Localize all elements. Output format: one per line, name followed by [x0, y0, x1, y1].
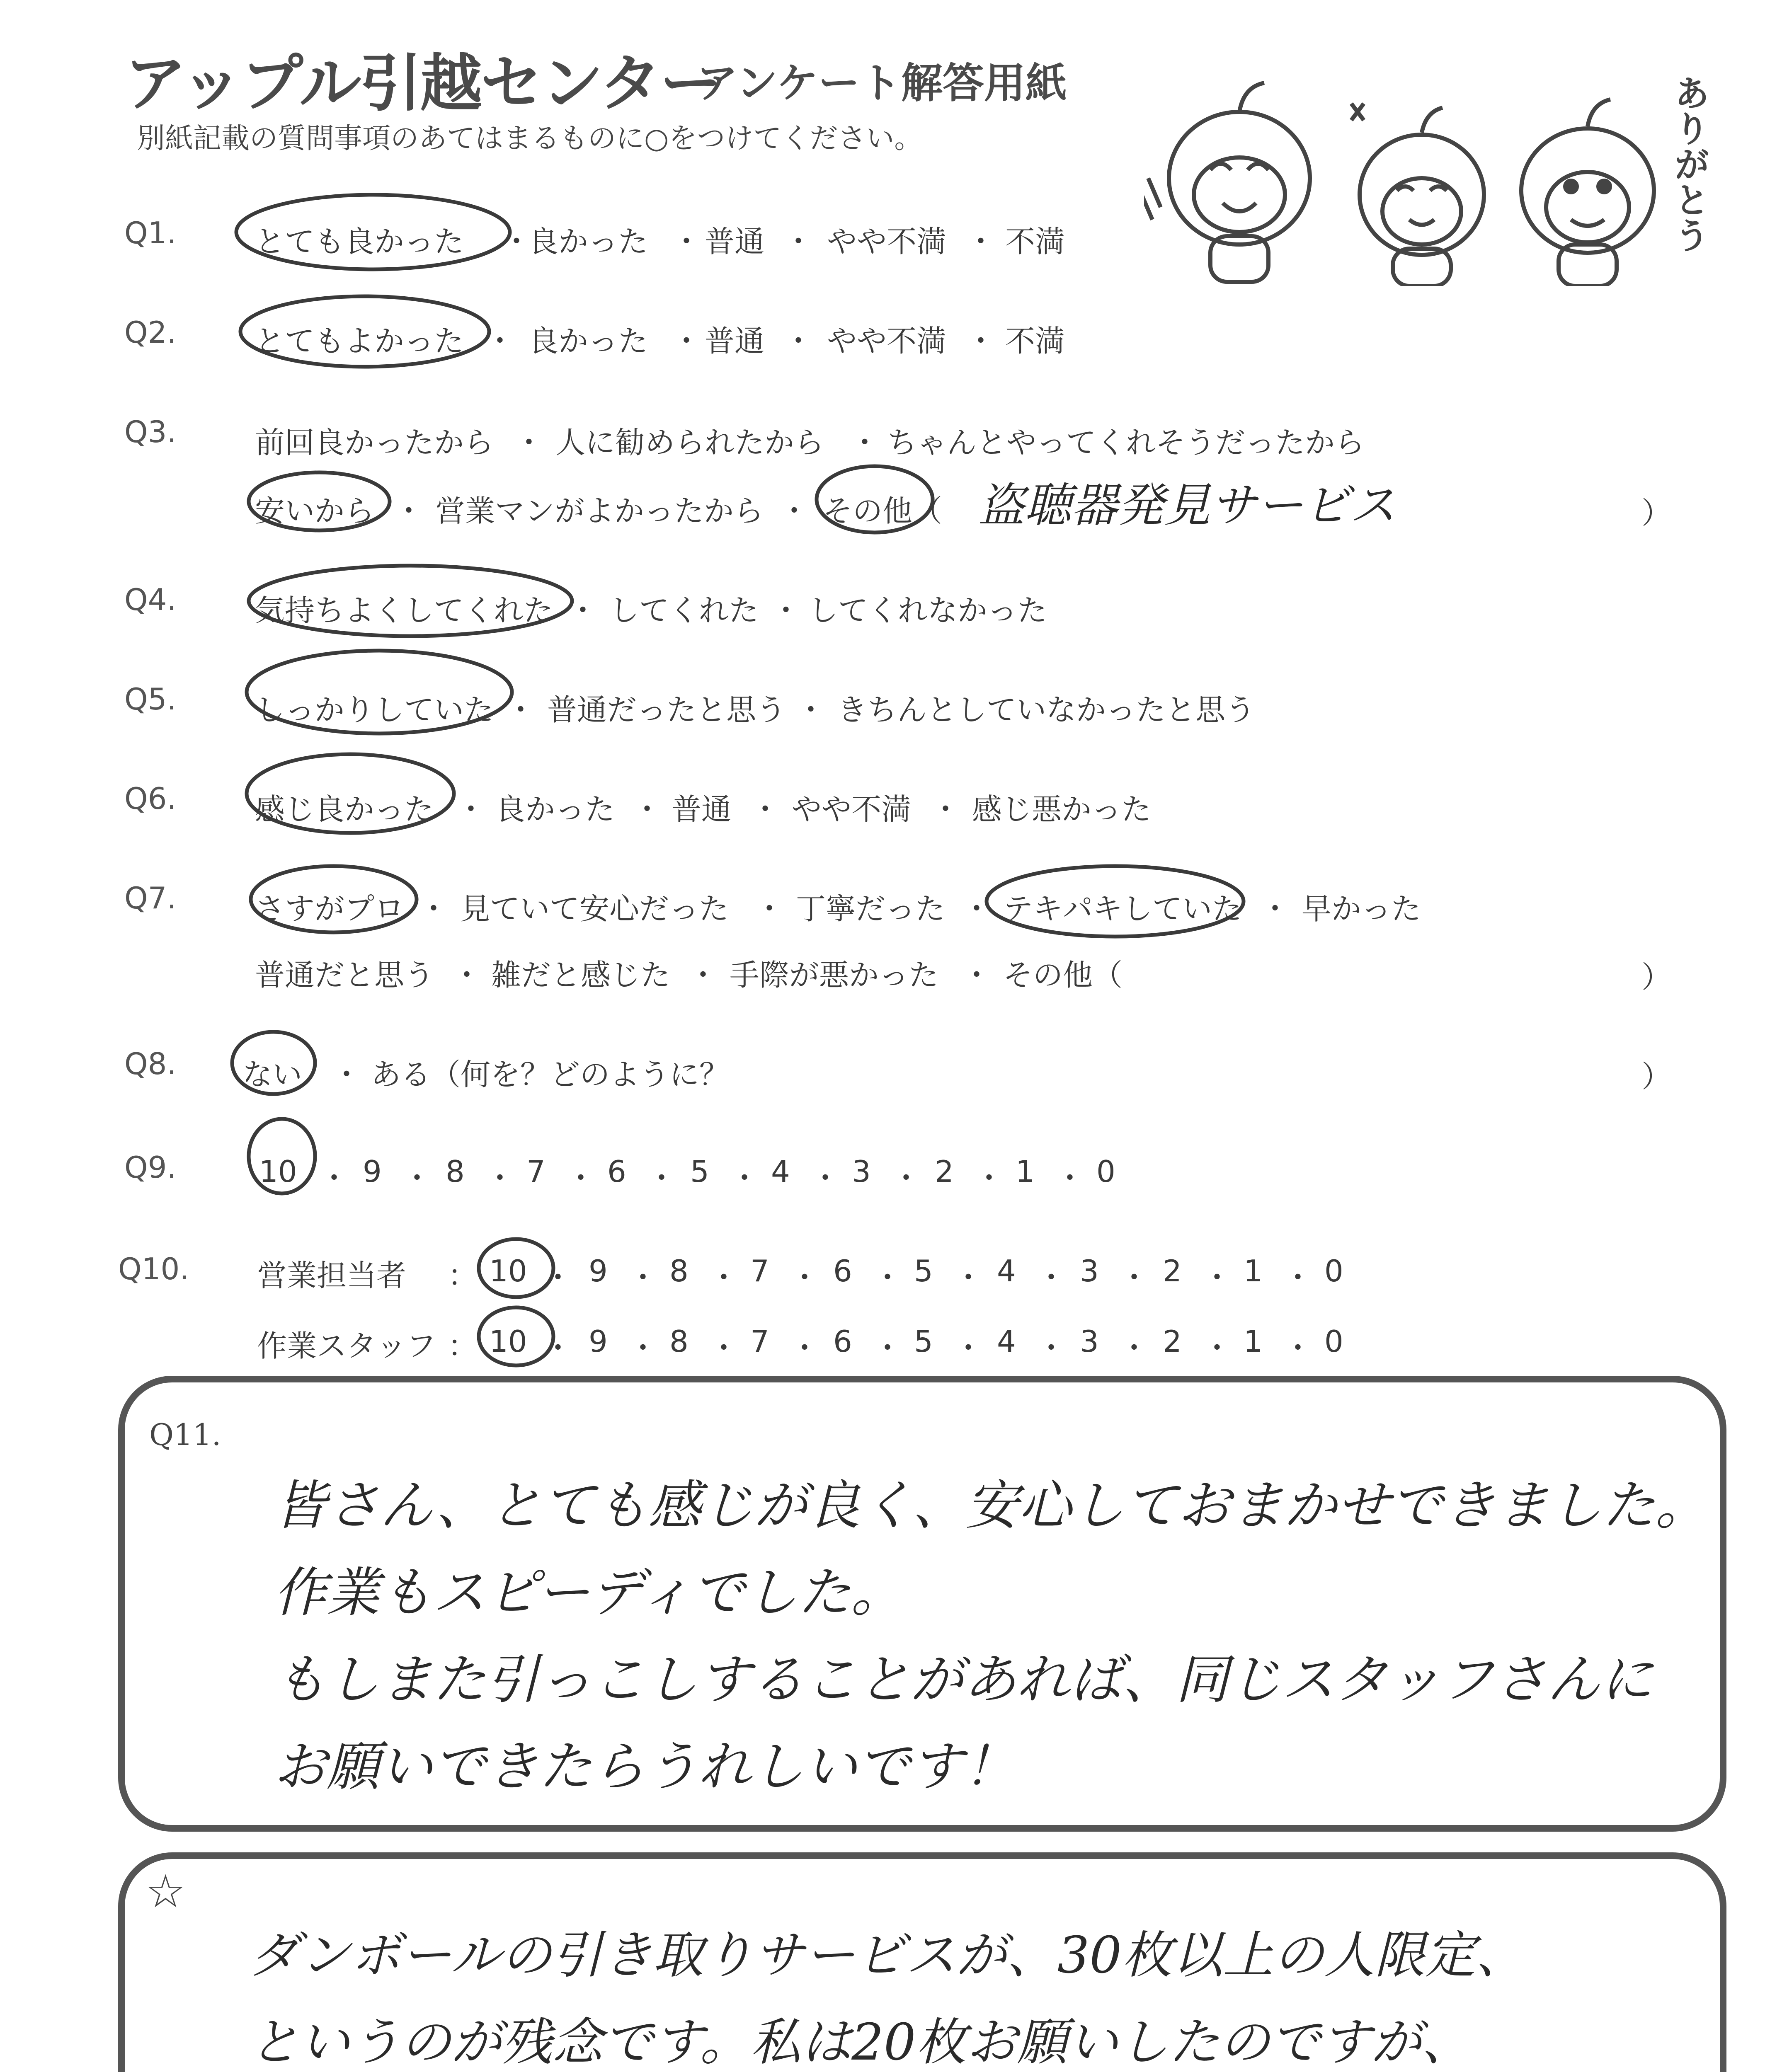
- q10-row2-option-6[interactable]: 6: [833, 1324, 852, 1359]
- q7-separator: ・: [962, 958, 992, 992]
- q3-option-6[interactable]: その他（: [823, 494, 943, 528]
- star-line-2: というのが残念です。私は20枚お願いしたのですが、: [249, 2013, 1472, 2072]
- q8-option-1[interactable]: ない: [242, 1057, 303, 1092]
- q10-separator: ・: [1036, 1331, 1067, 1365]
- q8-separator: ・: [332, 1057, 362, 1092]
- q5-separator: ・: [796, 692, 826, 727]
- q10-separator: ・: [543, 1331, 573, 1365]
- q1-option-2[interactable]: 良かった: [529, 224, 648, 259]
- q10-separator: ・: [709, 1331, 739, 1365]
- q1-separator: ・: [783, 224, 814, 259]
- q3-close-paren: ）: [1641, 496, 1672, 530]
- q3-option-1[interactable]: 前回良かったから: [255, 425, 494, 460]
- q10-separator: ・: [628, 1260, 658, 1295]
- q10-separator: ・: [1119, 1260, 1149, 1295]
- q7-option-3[interactable]: 丁寧だった: [796, 891, 946, 926]
- q10-row2-option-10[interactable]: 10: [489, 1324, 527, 1359]
- q2-separator: ・: [966, 324, 996, 358]
- q10-separator: ・: [628, 1331, 658, 1365]
- q10-number: Q10.: [118, 1251, 189, 1286]
- q6-option-2[interactable]: 良かった: [495, 792, 615, 827]
- q10-row1-option-10[interactable]: 10: [489, 1254, 527, 1288]
- q1-number: Q1.: [124, 215, 177, 250]
- q3-separator: ・: [779, 494, 810, 528]
- q10-row1-option-2[interactable]: 2: [1163, 1254, 1182, 1288]
- q10-row2-option-2[interactable]: 2: [1163, 1324, 1182, 1359]
- q8-close-paren: ）: [1641, 1059, 1672, 1094]
- q8-option-2[interactable]: ある（何を？どのように？: [371, 1057, 730, 1092]
- q1-option-1[interactable]: とても良かった: [255, 224, 464, 259]
- form-subtitle: アンケート解答用紙: [696, 59, 1067, 107]
- q6-option-3[interactable]: 普通: [672, 792, 732, 827]
- q7-option-8[interactable]: 手際が悪かった: [730, 958, 939, 992]
- q6-separator: ・: [632, 792, 662, 827]
- q7-close-paren: ）: [1641, 960, 1672, 995]
- q9-separator: ・: [647, 1161, 677, 1196]
- q10-separator: ・: [1202, 1260, 1232, 1295]
- q7-option-5[interactable]: 早かった: [1302, 891, 1421, 926]
- q6-separator: ・: [456, 792, 486, 827]
- q7-option-6[interactable]: 普通だと思う: [255, 958, 434, 992]
- q3-separator: ・: [850, 425, 880, 460]
- q1-separator: ・: [966, 224, 996, 259]
- q7-separator: ・: [688, 958, 718, 992]
- q4-number: Q4.: [124, 582, 177, 617]
- q4-option-2[interactable]: してくれた: [609, 593, 759, 628]
- q7-option-9[interactable]: その他（: [1003, 958, 1123, 992]
- q9-separator: ・: [319, 1161, 349, 1196]
- q3-option-2[interactable]: 人に勧められたから: [555, 425, 824, 460]
- q9-option-8[interactable]: 8: [446, 1154, 465, 1189]
- q7-option-4[interactable]: テキパキしていた: [1003, 891, 1242, 926]
- q3-number: Q3.: [124, 414, 177, 449]
- q9-separator: ・: [566, 1161, 596, 1196]
- q10-row2-option-0[interactable]: 0: [1324, 1324, 1343, 1359]
- q10-separator: ・: [1036, 1260, 1067, 1295]
- q9-separator: ・: [974, 1161, 1004, 1196]
- q6-option-4[interactable]: やや不満: [792, 792, 912, 827]
- q10-row1-option-4[interactable]: 4: [997, 1254, 1016, 1288]
- instructions: 別紙記載の質問事項のあてはまるものに○をつけてください。: [137, 122, 923, 155]
- q1-option-3[interactable]: 普通: [705, 224, 765, 259]
- q10-row1-colon: ：: [448, 1258, 478, 1293]
- q7-option-1[interactable]: さすがプロ: [255, 891, 405, 926]
- q9-separator: ・: [810, 1161, 841, 1196]
- q9-option-10[interactable]: 10: [259, 1154, 297, 1189]
- q7-separator: ・: [419, 891, 449, 926]
- q5-number: Q5.: [124, 682, 177, 716]
- q8-number: Q8.: [124, 1046, 177, 1081]
- q9-option-9[interactable]: 9: [363, 1154, 382, 1189]
- mascot-monkey-3: [1521, 99, 1654, 286]
- q6-number: Q6.: [124, 781, 177, 816]
- q10-row2-label: 作業スタッフ: [257, 1329, 436, 1363]
- q9-separator: ・: [402, 1161, 432, 1196]
- q10-row1-option-1[interactable]: 1: [1244, 1254, 1263, 1288]
- q9-separator: ・: [730, 1161, 760, 1196]
- q10-separator: ・: [709, 1260, 739, 1295]
- q2-option-4[interactable]: やや不満: [827, 324, 947, 358]
- q11-line-1: 皆さん、とても感じが良く、安心しておまかせできました。: [274, 1475, 1709, 1537]
- q5-option-1[interactable]: しっかりしていた: [255, 692, 494, 727]
- q2-option-1[interactable]: とてもよかった: [255, 324, 464, 358]
- q10-row2-option-8[interactable]: 8: [669, 1324, 689, 1359]
- q10-row2-option-4[interactable]: 4: [997, 1324, 1016, 1359]
- q6-option-5[interactable]: 感じ悪かった: [972, 792, 1152, 827]
- q4-option-1[interactable]: 気持ちよくしてくれた: [255, 593, 554, 628]
- q10-row1-option-8[interactable]: 8: [669, 1254, 689, 1288]
- form-title: アップル引越センター: [124, 48, 720, 120]
- q2-option-5[interactable]: 不満: [1005, 324, 1065, 358]
- q3-option-4[interactable]: 安いから: [255, 494, 375, 528]
- q10-row1-option-5[interactable]: 5: [914, 1254, 933, 1288]
- q5-option-3[interactable]: きちんとしていなかったと思う: [837, 692, 1256, 727]
- q2-number: Q2.: [124, 315, 177, 350]
- q2-separator: ・: [485, 324, 515, 358]
- q10-separator: ・: [790, 1260, 820, 1295]
- q9-option-1[interactable]: 1: [1016, 1154, 1035, 1189]
- q9-option-7[interactable]: 7: [526, 1154, 546, 1189]
- q10-row2-option-7[interactable]: 7: [750, 1324, 769, 1359]
- q10-row1-label: 営業担当者: [257, 1258, 407, 1293]
- q10-separator: ・: [1202, 1331, 1232, 1365]
- q7-option-7[interactable]: 雑だと感じた: [491, 958, 671, 992]
- q9-option-3[interactable]: 3: [852, 1154, 871, 1189]
- q7-separator: ・: [452, 958, 482, 992]
- q2-option-2[interactable]: 良かった: [529, 324, 648, 358]
- q10-separator: ・: [790, 1331, 820, 1365]
- q1-option-5[interactable]: 不満: [1005, 224, 1065, 259]
- q6-separator: ・: [931, 792, 961, 827]
- q10-separator: ・: [1283, 1331, 1313, 1365]
- q3-other-answer[interactable]: 盗聴器発見サービス: [978, 479, 1396, 533]
- q4-separator: ・: [568, 593, 598, 628]
- q7-separator: ・: [962, 891, 992, 926]
- star-icon: ☆: [145, 1865, 186, 1918]
- q1-option-4[interactable]: やや不満: [827, 224, 947, 259]
- q10-separator: ・: [543, 1260, 573, 1295]
- q7-number: Q7.: [124, 881, 177, 915]
- q10-row2-option-3[interactable]: 3: [1080, 1324, 1099, 1359]
- q10-separator: ・: [1283, 1260, 1313, 1295]
- q3-separator: ・: [394, 494, 424, 528]
- mascot-illustration: [1144, 54, 1716, 286]
- q3-separator: ・: [514, 425, 544, 460]
- q9-separator: ・: [891, 1161, 921, 1196]
- q5-option-2[interactable]: 普通だったと思う: [547, 692, 786, 727]
- q2-separator: ・: [672, 324, 702, 358]
- q10-separator: ・: [873, 1331, 903, 1365]
- q7-option-2[interactable]: 見ていて安心だった: [460, 891, 729, 926]
- q11-line-3: もしまた引っこしすることがあれば、同じスタッフさんに: [274, 1649, 1654, 1711]
- q5-separator: ・: [506, 692, 536, 727]
- star-line-1: ダンボールの引き取りサービスが、30枚以上の人限定、: [249, 1926, 1527, 1985]
- q10-separator: ・: [953, 1260, 984, 1295]
- q11-line-4: お願いできたらうれしいです！: [274, 1736, 1017, 1798]
- q2-option-3[interactable]: 普通: [705, 324, 765, 358]
- q2-separator: ・: [783, 324, 814, 358]
- q9-option-6[interactable]: 6: [607, 1154, 626, 1189]
- q9-option-0[interactable]: 0: [1096, 1154, 1115, 1189]
- q7-separator: ・: [1260, 891, 1290, 926]
- q6-option-1[interactable]: 感じ良かった: [255, 792, 434, 827]
- q10-row1-option-3[interactable]: 3: [1080, 1254, 1099, 1288]
- q11-line-2: 作業もスピーディでした。: [274, 1562, 904, 1624]
- q3-option-3[interactable]: ちゃんとやってくれそうだったから: [887, 425, 1365, 460]
- q10-separator: ・: [1119, 1331, 1149, 1365]
- q10-separator: ・: [953, 1331, 984, 1365]
- q10-row2-colon: ：: [448, 1329, 478, 1363]
- q10-separator: ・: [873, 1260, 903, 1295]
- mascot-monkey-2: [1351, 104, 1484, 286]
- q10-row1-option-0[interactable]: 0: [1324, 1254, 1343, 1288]
- q10-row2-option-9[interactable]: 9: [589, 1324, 608, 1359]
- q3-option-5[interactable]: 営業マンがよかったから: [435, 494, 764, 528]
- q9-separator: ・: [485, 1161, 515, 1196]
- q9-number: Q9.: [124, 1150, 177, 1185]
- q11-number: Q11.: [149, 1417, 221, 1452]
- q10-row1-option-7[interactable]: 7: [750, 1254, 769, 1288]
- q10-row2-option-1[interactable]: 1: [1244, 1324, 1263, 1359]
- q10-row1-option-6[interactable]: 6: [833, 1254, 852, 1288]
- q10-row1-option-9[interactable]: 9: [589, 1254, 608, 1288]
- q9-separator: ・: [1055, 1161, 1085, 1196]
- q9-option-4[interactable]: 4: [771, 1154, 790, 1189]
- q9-option-2[interactable]: 2: [935, 1154, 954, 1189]
- q4-separator: ・: [771, 593, 801, 628]
- mascot-monkey-1: [1144, 83, 1310, 282]
- q1-separator: ・: [672, 224, 702, 259]
- q9-option-5[interactable]: 5: [690, 1154, 709, 1189]
- mascot-caption: ありがとう: [1668, 75, 1709, 253]
- q7-separator: ・: [754, 891, 785, 926]
- q6-separator: ・: [750, 792, 781, 827]
- q1-separator: ・: [502, 224, 532, 259]
- q4-option-3[interactable]: してくれなかった: [808, 593, 1047, 628]
- q10-row2-option-5[interactable]: 5: [914, 1324, 933, 1359]
